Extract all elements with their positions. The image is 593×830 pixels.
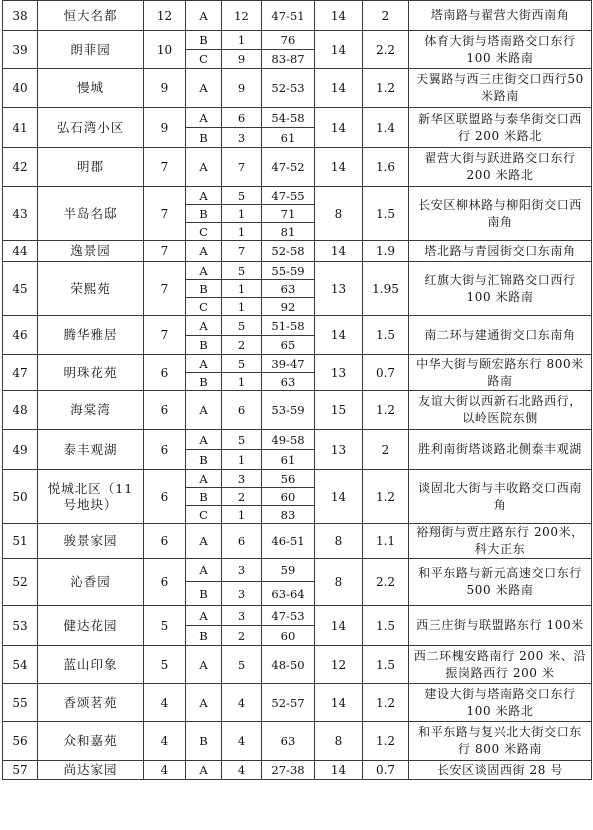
row-number: 45: [3, 262, 38, 316]
unit-type: B: [186, 722, 222, 761]
row-number: 50: [3, 470, 38, 524]
unit-type: B: [186, 450, 222, 470]
table-row: [3, 559, 592, 582]
total-count: 6: [144, 559, 186, 606]
unit-range: 61: [262, 128, 315, 148]
ratio-value: 2: [363, 430, 409, 470]
row-number: 55: [3, 684, 38, 722]
ratio-value: 1.2: [363, 391, 409, 430]
location-text: 塔南路与翟营大街西南角: [409, 1, 592, 31]
ratio-value: 1.1: [363, 524, 409, 559]
ratio-value: 1.5: [363, 187, 409, 241]
unit-range: 48-50: [262, 646, 315, 684]
project-name: 明郡: [38, 148, 144, 187]
table-row: [3, 355, 592, 373]
unit-count: 3: [222, 606, 262, 626]
project-name: 尚达家园: [38, 761, 144, 780]
unit-type: A: [186, 187, 222, 205]
table-row: [3, 187, 592, 205]
table-row: [3, 31, 592, 50]
location-text: 长安区柳林路与柳阳街交口西南角: [409, 187, 592, 241]
zone-value: 12: [315, 646, 363, 684]
unit-type: B: [186, 488, 222, 506]
unit-count: 2: [222, 336, 262, 355]
unit-type: A: [186, 316, 222, 336]
unit-range: 63: [262, 373, 315, 391]
row-number: 44: [3, 241, 38, 262]
unit-range: 47-55: [262, 187, 315, 205]
ratio-value: 2.2: [363, 559, 409, 606]
unit-type: A: [186, 355, 222, 373]
unit-type: B: [186, 31, 222, 50]
row-number: 49: [3, 430, 38, 470]
ratio-value: 1.4: [363, 108, 409, 148]
total-count: 6: [144, 355, 186, 391]
total-count: 7: [144, 316, 186, 355]
unit-range: 27-38: [262, 761, 315, 780]
unit-count: 1: [222, 205, 262, 223]
unit-count: 9: [222, 69, 262, 108]
location-text: 天翼路与西三庄街交口西行50 米路南: [409, 69, 592, 108]
total-count: 6: [144, 524, 186, 559]
location-text: 体育大街与塔南路交口东行100 米路南: [409, 31, 592, 69]
unit-count: 3: [222, 470, 262, 488]
unit-type: C: [186, 298, 222, 316]
zone-value: 15: [315, 391, 363, 430]
unit-type: C: [186, 506, 222, 524]
total-count: 7: [144, 262, 186, 316]
project-name: 骏景家园: [38, 524, 144, 559]
location-text: 建设大街与塔南路交口东行100 米路北: [409, 684, 592, 722]
project-name: 众和嘉苑: [38, 722, 144, 761]
ratio-value: 0.7: [363, 761, 409, 780]
unit-type: B: [186, 626, 222, 646]
project-name: 海棠湾: [38, 391, 144, 430]
unit-count: 3: [222, 582, 262, 606]
unit-type: B: [186, 205, 222, 223]
location-text: 红旗大街与汇锦路交口西行100 米路南: [409, 262, 592, 316]
unit-range: 47-51: [262, 1, 315, 31]
unit-count: 5: [222, 316, 262, 336]
unit-range: 54-58: [262, 108, 315, 128]
row-number: 51: [3, 524, 38, 559]
location-text: 翟营大街与跃进路交口东行200 米路北: [409, 148, 592, 187]
project-name: 健达花园: [38, 606, 144, 646]
unit-type: A: [186, 761, 222, 780]
unit-type: A: [186, 606, 222, 626]
table-row: [3, 1, 592, 31]
unit-type: B: [186, 336, 222, 355]
total-count: 10: [144, 31, 186, 69]
unit-count: 1: [222, 298, 262, 316]
unit-range: 92: [262, 298, 315, 316]
total-count: 7: [144, 241, 186, 262]
total-count: 5: [144, 646, 186, 684]
unit-range: 60: [262, 488, 315, 506]
unit-count: 6: [222, 524, 262, 559]
unit-count: 4: [222, 684, 262, 722]
unit-type: C: [186, 50, 222, 69]
unit-count: 7: [222, 241, 262, 262]
unit-count: 4: [222, 761, 262, 780]
zone-value: 8: [315, 559, 363, 606]
unit-count: 5: [222, 646, 262, 684]
ratio-value: 1.5: [363, 316, 409, 355]
total-count: 12: [144, 1, 186, 31]
total-count: 4: [144, 684, 186, 722]
data-table: [2, 0, 592, 780]
table-row: [3, 524, 592, 559]
ratio-value: 1.5: [363, 606, 409, 646]
unit-type: A: [186, 391, 222, 430]
row-number: 48: [3, 391, 38, 430]
row-number: 56: [3, 722, 38, 761]
unit-type: A: [186, 108, 222, 128]
unit-type: B: [186, 373, 222, 391]
unit-type: A: [186, 684, 222, 722]
zone-value: 13: [315, 430, 363, 470]
row-number: 46: [3, 316, 38, 355]
zone-value: 14: [315, 31, 363, 69]
unit-type: A: [186, 1, 222, 31]
zone-value: 14: [315, 148, 363, 187]
table-row: [3, 108, 592, 128]
location-text: 中华大街与颐宏路东行 800米路南: [409, 355, 592, 391]
total-count: 4: [144, 722, 186, 761]
unit-count: 5: [222, 430, 262, 450]
table-row: [3, 646, 592, 684]
unit-count: 5: [222, 355, 262, 373]
zone-value: 14: [315, 761, 363, 780]
unit-count: 9: [222, 50, 262, 69]
row-number: 38: [3, 1, 38, 31]
unit-count: 1: [222, 280, 262, 298]
total-count: 9: [144, 108, 186, 148]
unit-count: 1: [222, 450, 262, 470]
unit-range: 71: [262, 205, 315, 223]
unit-type: A: [186, 524, 222, 559]
row-number: 54: [3, 646, 38, 684]
project-name: 逸景园: [38, 241, 144, 262]
project-name: 荣熙苑: [38, 262, 144, 316]
unit-range: 63: [262, 722, 315, 761]
table-row: [3, 148, 592, 187]
row-number: 41: [3, 108, 38, 148]
location-text: 西二环槐安路南行 200 米、沿振岗路西行 200 米: [409, 646, 592, 684]
row-number: 42: [3, 148, 38, 187]
row-number: 43: [3, 187, 38, 241]
table-row: [3, 430, 592, 450]
table-row: [3, 606, 592, 626]
location-text: 谈固北大街与丰收路交口西南角: [409, 470, 592, 524]
unit-count: 4: [222, 722, 262, 761]
unit-range: 63-64: [262, 582, 315, 606]
table-row: [3, 470, 592, 488]
zone-value: 14: [315, 470, 363, 524]
row-number: 57: [3, 761, 38, 780]
project-name: 半岛名邸: [38, 187, 144, 241]
table-row: [3, 262, 592, 280]
total-count: 6: [144, 470, 186, 524]
unit-type: A: [186, 148, 222, 187]
unit-range: 52-58: [262, 241, 315, 262]
unit-range: 65: [262, 336, 315, 355]
unit-range: 61: [262, 450, 315, 470]
ratio-value: 1.2: [363, 684, 409, 722]
location-text: 友谊大街以西新石北路西行，以岭医院东侧: [409, 391, 592, 430]
unit-count: 2: [222, 488, 262, 506]
unit-count: 7: [222, 148, 262, 187]
ratio-value: 1.2: [363, 69, 409, 108]
table-row: [3, 722, 592, 761]
total-count: 5: [144, 606, 186, 646]
unit-type: A: [186, 470, 222, 488]
table-row: [3, 684, 592, 722]
unit-range: 55-59: [262, 262, 315, 280]
unit-range: 39-47: [262, 355, 315, 373]
unit-range: 56: [262, 470, 315, 488]
unit-count: 1: [222, 506, 262, 524]
unit-count: 12: [222, 1, 262, 31]
zone-value: 8: [315, 524, 363, 559]
ratio-value: 1.9: [363, 241, 409, 262]
project-name: 朗菲园: [38, 31, 144, 69]
table-row: [3, 69, 592, 108]
zone-value: 14: [315, 684, 363, 722]
unit-count: 2: [222, 626, 262, 646]
unit-type: B: [186, 582, 222, 606]
unit-count: 3: [222, 559, 262, 582]
zone-value: 14: [315, 241, 363, 262]
table-row: [3, 316, 592, 336]
unit-range: 63: [262, 280, 315, 298]
total-count: 7: [144, 187, 186, 241]
ratio-value: 1.2: [363, 722, 409, 761]
zone-value: 8: [315, 722, 363, 761]
unit-range: 47-53: [262, 606, 315, 626]
project-name: 蓝山印象: [38, 646, 144, 684]
location-text: 胜利南街塔谈路北侧泰丰观湖: [409, 430, 592, 470]
ratio-value: 1.6: [363, 148, 409, 187]
unit-count: 3: [222, 128, 262, 148]
project-name: 香颂茗苑: [38, 684, 144, 722]
row-number: 40: [3, 69, 38, 108]
unit-range: 83: [262, 506, 315, 524]
unit-range: 60: [262, 626, 315, 646]
zone-value: 8: [315, 187, 363, 241]
total-count: 6: [144, 430, 186, 470]
unit-count: 5: [222, 187, 262, 205]
location-text: 和平东路与复兴北大街交口东行 800 米路南: [409, 722, 592, 761]
project-name: 沁香园: [38, 559, 144, 606]
location-text: 和平东路与新元高速交口东行 500 米路南: [409, 559, 592, 606]
location-text: 长安区谈固西街 28 号: [409, 761, 592, 780]
ratio-value: 1.2: [363, 470, 409, 524]
location-text: 南二环与建通街交口东南角: [409, 316, 592, 355]
zone-value: 13: [315, 355, 363, 391]
table-row: [3, 761, 592, 780]
table-row: [3, 241, 592, 262]
location-text: 西三庄街与联盟路东行 100米: [409, 606, 592, 646]
table-row: [3, 391, 592, 430]
location-text: 塔北路与青园街交口东南角: [409, 241, 592, 262]
unit-count: 1: [222, 31, 262, 50]
unit-type: A: [186, 241, 222, 262]
row-number: 47: [3, 355, 38, 391]
project-name: 泰丰观湖: [38, 430, 144, 470]
unit-range: 51-58: [262, 316, 315, 336]
unit-type: A: [186, 430, 222, 450]
row-number: 53: [3, 606, 38, 646]
zone-value: 13: [315, 262, 363, 316]
row-number: 52: [3, 559, 38, 606]
ratio-value: 2.2: [363, 31, 409, 69]
table-body: [3, 1, 592, 780]
zone-value: 14: [315, 606, 363, 646]
project-name: 腾华雅居: [38, 316, 144, 355]
total-count: 7: [144, 148, 186, 187]
project-name: 悦城北区（11 号地块）: [38, 470, 144, 524]
unit-count: 5: [222, 262, 262, 280]
total-count: 6: [144, 391, 186, 430]
unit-range: 53-59: [262, 391, 315, 430]
unit-range: 59: [262, 559, 315, 582]
row-number: 39: [3, 31, 38, 69]
unit-type: B: [186, 128, 222, 148]
unit-range: 46-51: [262, 524, 315, 559]
unit-range: 76: [262, 31, 315, 50]
project-name: 慢城: [38, 69, 144, 108]
ratio-value: 1.95: [363, 262, 409, 316]
unit-type: A: [186, 559, 222, 582]
zone-value: 14: [315, 316, 363, 355]
unit-range: 47-52: [262, 148, 315, 187]
project-name: 恒大名都: [38, 1, 144, 31]
total-count: 4: [144, 761, 186, 780]
unit-count: 1: [222, 373, 262, 391]
unit-range: 49-58: [262, 430, 315, 450]
total-count: 9: [144, 69, 186, 108]
unit-count: 6: [222, 391, 262, 430]
unit-type: A: [186, 646, 222, 684]
ratio-value: 2: [363, 1, 409, 31]
zone-value: 14: [315, 69, 363, 108]
unit-range: 52-57: [262, 684, 315, 722]
ratio-value: 0.7: [363, 355, 409, 391]
unit-count: 1: [222, 223, 262, 241]
project-name: 明珠花苑: [38, 355, 144, 391]
unit-range: 83-87: [262, 50, 315, 69]
location-text: 新华区联盟路与泰华街交口西行 200 米路北: [409, 108, 592, 148]
ratio-value: 1.5: [363, 646, 409, 684]
zone-value: 14: [315, 108, 363, 148]
unit-type: A: [186, 69, 222, 108]
unit-range: 52-53: [262, 69, 315, 108]
zone-value: 14: [315, 1, 363, 31]
unit-type: B: [186, 280, 222, 298]
unit-count: 6: [222, 108, 262, 128]
location-text: 裕翔街与贾庄路东行 200米，科大正东: [409, 524, 592, 559]
unit-type: A: [186, 262, 222, 280]
unit-type: C: [186, 223, 222, 241]
unit-range: 81: [262, 223, 315, 241]
project-name: 弘石湾小区: [38, 108, 144, 148]
